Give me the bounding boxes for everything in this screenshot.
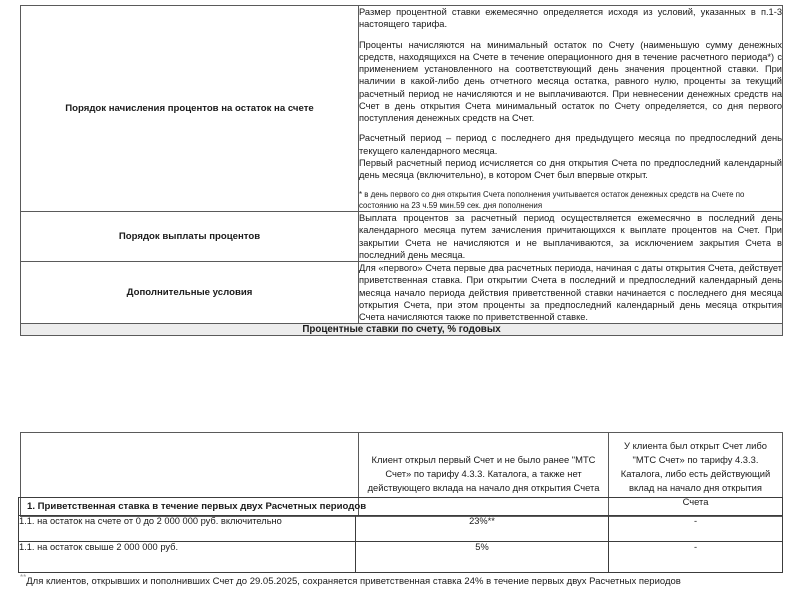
accrual-content bbox=[359, 6, 783, 212]
table-row-additional bbox=[21, 262, 783, 324]
rate-row-value-existing-2: - bbox=[609, 542, 783, 573]
accrual-paragraph-1: Размер процентной ставки ежемесячно определяется исходя из условий, указанных в п.1-3 настоящего тарифа. bbox=[359, 7, 782, 30]
payout-label: Порядок выплаты процентов bbox=[21, 211, 359, 261]
table-row-accrual bbox=[21, 6, 783, 212]
rates-banner-title: Процентные ставки по счету, % годовых bbox=[21, 324, 783, 336]
payout-paragraph-1: Выплата процентов за расчетный период осуществляется ежемесячно в последний день календарного месяца путем зачисления причитающихся к выплате процентов на Счет. При закрытии Счета не начисляются и не выплачиваются, за исключением закрытия Счета в последний день месяца. bbox=[359, 212, 782, 260]
main-terms-table bbox=[20, 5, 783, 336]
additional-paragraph-1: Для «первого» Счета первые два расчетных периода, начиная с даты открытия Счета, действует приветственная ставка. При открытии Счета в последний и предпоследний календарный день месяца начало периода действия приветственной ставки начинается с последнего дня месяца открытия Счета, при этом проценты за предпоследний календарный день месяца открытия Счета начисляются также по приветственной ставке. bbox=[359, 263, 782, 323]
condition-cell-existing-account: У клиента был открыт Счет либо "МТС Счет» по тарифу 4.3.3. Каталога, либо есть действующий вклад на начало дня открытия Счета bbox=[609, 433, 783, 517]
table-row bbox=[19, 516, 783, 542]
accrual-footnote: * в день первого со дня открытия Счета пополнения учитывается остаток денежных средств на Счете по состоянию на 23 ч.59 мин.59 сек. дня пополнения bbox=[359, 190, 745, 210]
footnote-marker: ** bbox=[20, 573, 27, 582]
rate-row-name-2: 1.1. на остаток свыше 2 000 000 руб. bbox=[19, 542, 356, 573]
rates-section-title: 1. Приветственная ставка в течение первых двух Расчетных периодов bbox=[19, 498, 783, 516]
additional-label: Дополнительные условия bbox=[21, 262, 359, 324]
accrual-paragraph-4: Первый расчетный период исчисляется со дня открытия Счета по предпоследний календарный день месяца (включительно), в котором Счет был впервые открыт. bbox=[359, 157, 782, 181]
table-row bbox=[19, 542, 783, 573]
table-row-payout bbox=[21, 211, 783, 261]
rates-table bbox=[18, 497, 783, 573]
rates-section-row bbox=[19, 498, 783, 516]
additional-content bbox=[359, 262, 783, 324]
payout-content bbox=[359, 211, 783, 261]
rate-row-value-existing-1: - bbox=[609, 516, 783, 542]
document-footnote bbox=[20, 572, 780, 590]
accrual-paragraph-2: Проценты начисляются на минимальный остаток по Счету (наименьшую сумму денежных средств, находящихся на Счете в течение операционного дня в течение расчетного периода*) с применением установленного на соответствующий день значения процентной ставки. При наличии в какой-либо день отчетного месяца остатка, равного нулю, проценты за текущий расчетный период не начисляются и не выплачиваются. При невнесении денежных средств на Счет в день открытия Счета минимальный остаток по Счету определяется, со дня первого поступления денежных средств на Счет. bbox=[359, 39, 782, 124]
footnote-text: Для клиентов, открывших и пополнивших Счет до 29.05.2025, сохраняется приветственная ставка 24% в течение первых двух Расчетных периодов bbox=[26, 576, 681, 588]
condition-cell-first-account: Клиент открыл первый Счет и не было ранее "МТС Счет» по тарифу 4.3.3. Каталога, а также нет действующего вклада на начало дня открытия Счета bbox=[359, 433, 609, 517]
accrual-paragraph-3: Расчетный период – период с последнего дня предыдущего месяца по предпоследний день текущего календарного месяца. bbox=[359, 133, 782, 156]
rate-row-value-first-2: 5% bbox=[356, 542, 609, 573]
table-row-rates-banner bbox=[21, 324, 783, 336]
accrual-label: Порядок начисления процентов на остаток на счете bbox=[21, 6, 359, 212]
rate-row-value-first-1: 23%** bbox=[356, 516, 609, 542]
rate-row-name-1: 1.1. на остаток на счете от 0 до 2 000 000 руб. включительно bbox=[19, 516, 356, 542]
